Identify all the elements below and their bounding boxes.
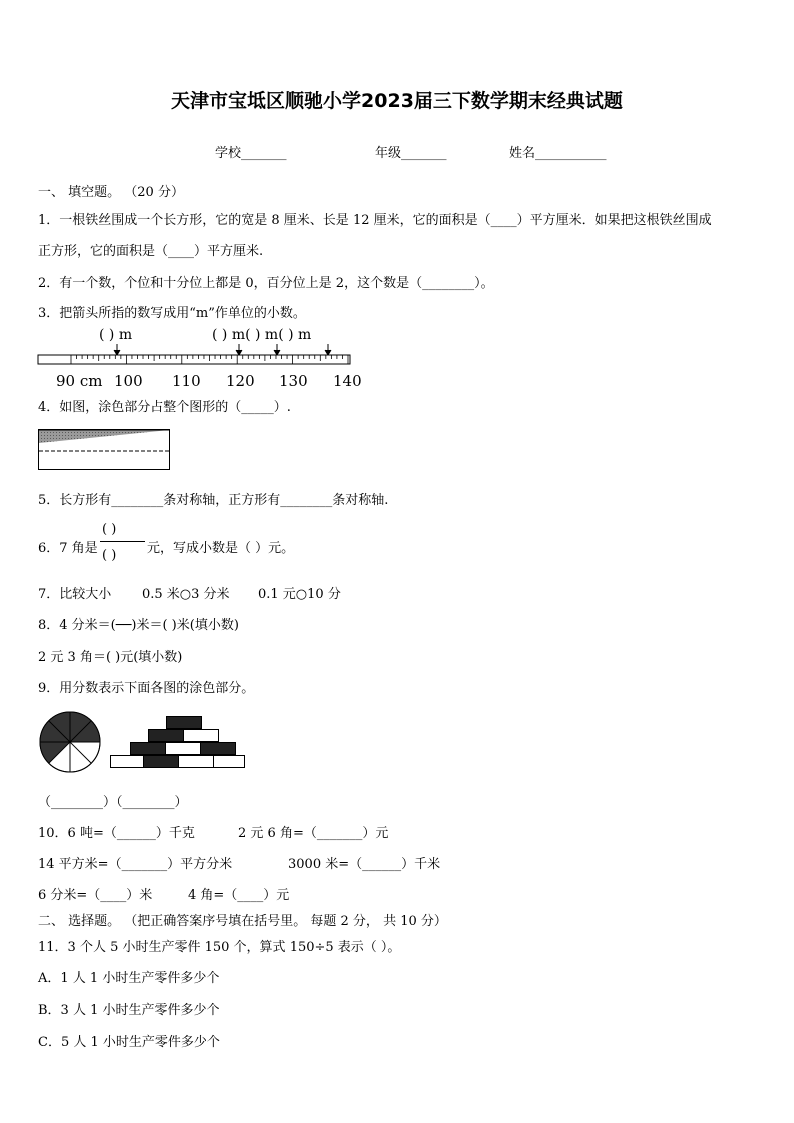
section-2-heading: 二、 选择题。 （把正确答案序号填在括号里。 每题 2 分， 共 10 分）: [38, 914, 447, 929]
fraction-bar: [100, 541, 145, 542]
ruler-label-110: 110: [172, 372, 201, 390]
question-10-f: 4 角=（____）元: [188, 888, 290, 903]
question-10-e: 6 分米=（____）米: [38, 888, 153, 903]
section-1-heading: 一、 填空题。 （20 分）: [38, 185, 184, 200]
question-6-suffix: 元，写成小数是（ ）元。: [147, 541, 295, 556]
ruler-label-140: 140: [333, 372, 362, 390]
school-field: 学校_______: [215, 146, 287, 161]
shaded-circle-figure: [38, 710, 102, 774]
question-10-c: 14 平方米=（_______）平方分米: [38, 857, 233, 872]
question-10-d: 3000 米=（______）千米: [288, 857, 441, 872]
question-2: 2．有一个数，个位和十分位上都是 0，百分位上是 2，这个数是（________）。: [38, 276, 494, 291]
ruler-blanks-b: ( ) m( ) m( ) m: [212, 327, 312, 343]
question-7-label: 7．比较大小: [38, 587, 112, 602]
fraction-denominator: ( ): [102, 548, 117, 563]
question-7-b: 0.1 元○10 分: [258, 587, 341, 602]
question-6-prefix: 6．7 角是: [38, 541, 98, 556]
brick-stack-figure: [110, 715, 246, 769]
question-10-a: 10．6 吨=（______）千克: [38, 826, 195, 841]
name-field: 姓名___________: [509, 146, 607, 161]
page-title: 天津市宝坻区顺驰小学2023届三下数学期末经典试题: [171, 90, 623, 112]
question-11-option-b: B．3 人 1 小时生产零件多少个: [38, 1003, 220, 1018]
shaded-rectangle-figure: [38, 429, 172, 471]
question-8-line-2: 2 元 3 角＝( )元(填小数): [38, 650, 183, 665]
question-4: 4．如图，涂色部分占整个图形的（_____）.: [38, 400, 291, 415]
ruler-blank-a: ( ) m: [99, 327, 133, 343]
question-9-answers: （________）（________）: [38, 795, 188, 810]
question-11: 11．3 个人 5 小时生产零件 150 个，算式 150÷5 表示（ ）。: [38, 940, 401, 955]
question-11-option-c: C．5 人 1 小时生产零件多少个: [38, 1035, 220, 1050]
fraction-numerator: ( ): [102, 522, 117, 537]
ruler-label-90: 90 cm: [56, 372, 103, 390]
ruler-label-130: 130: [279, 372, 308, 390]
ruler-label-120: 120: [226, 372, 255, 390]
question-1-line-2: 正方形，它的面积是（____）平方厘米.: [38, 244, 264, 259]
question-3: 3．把箭头所指的数写成用“m”作单位的小数。: [38, 306, 306, 321]
question-11-option-a: A．1 人 1 小时生产零件多少个: [38, 971, 220, 986]
question-9: 9．用分数表示下面各图的涂色部分。: [38, 681, 255, 696]
question-5: 5．长方形有________条对称轴，正方形有________条对称轴.: [38, 493, 389, 508]
question-8-line-1: 8．4 分米＝(──)米＝( )米(填小数): [38, 618, 239, 633]
question-10-b: 2 元 6 角=（_______）元: [238, 826, 389, 841]
grade-field: 年级_______: [375, 146, 447, 161]
question-1-line-1: 1．一根铁丝围成一个长方形，它的宽是 8 厘米、长是 12 厘米，它的面积是（____）平方厘米．如果把这根铁丝围成: [38, 213, 712, 228]
ruler-figure: [36, 322, 376, 392]
question-7-a: 0.5 米○3 分米: [142, 587, 230, 602]
ruler-label-100: 100: [114, 372, 143, 390]
